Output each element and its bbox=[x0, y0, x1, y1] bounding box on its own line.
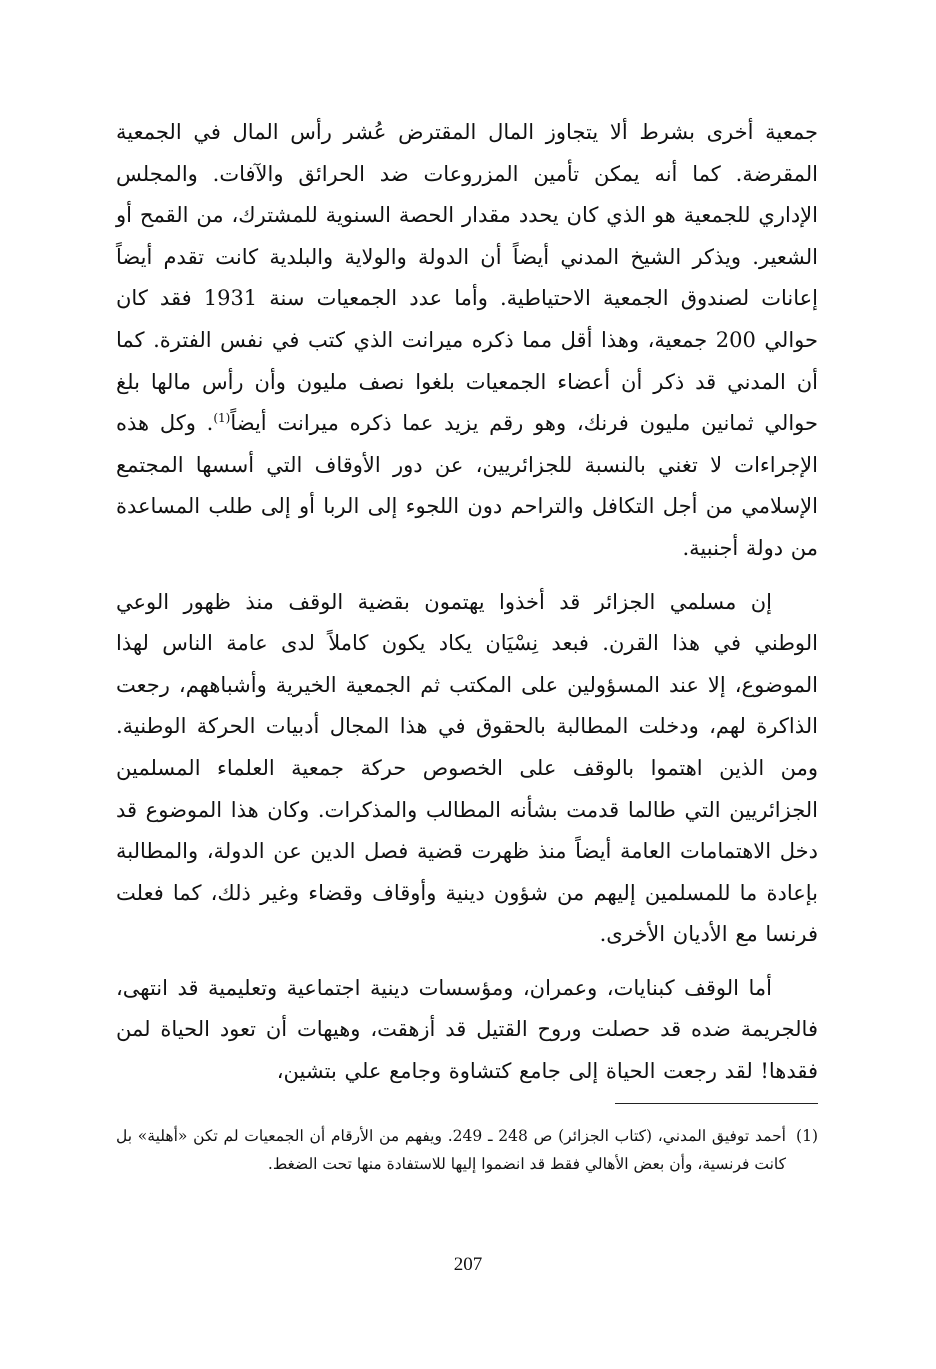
footnote-text: أحمد توفيق المدني، (كتاب الجزائر) ص 248 ـ 249. ويفهم من الأرقام أن الجمعيات لم تكن «أهلية» بل كانت فرنسية، وأن بعض الأهالي فقط قد انضموا إليها للاستفادة منها تحت الضغط. bbox=[116, 1127, 786, 1173]
paragraph-1-text: جمعية أخرى بشرط ألا يتجاوز المال المقترض عُشر رأس المال في الجمعية المقرضة. كما أنه يمكن تأمين المزروعات ضد الحرائق والآفات. والمجلس الإداري للجمعية هو الذي كان يحدد مقدار الحصة السنوية للمشترك، من القمح أو الشعير. ويذكر الشيخ المدني أيضاً أن الدولة والولاية والبلدية كانت تقدم أيضاً إعانات لصندوق الجمعية الاحتياطية. وأما عدد الجمعيات سنة 1931 فقد كان حوالي 200 جمعية، وهذا أقل مما ذكره ميرانت الذي كتب في نفس الفترة. كما أن المدني قد ذكر أن أعضاء الجمعيات بلغوا نصف مليون وأن رأس مالها بلغ حوالي ثمانين مليون فرنك، وهو رقم يزيد عما ذكره ميرانت أيضاً bbox=[116, 120, 818, 436]
footnote-number: (1) bbox=[796, 1127, 818, 1145]
footnote-reference[interactable]: (1) bbox=[213, 411, 231, 426]
footnote-1 bbox=[116, 1122, 818, 1178]
paragraph-1-continuation: . وكل هذه الإجراءات لا تغني بالنسبة للجزائريين، عن دور الأوقاف التي أسسها المجتمع الإسلامي من أجل التكافل والتراحم دون اللجوء إلى الربا أو إلى طلب المساعدة من دولة أجنبية. bbox=[116, 411, 818, 560]
footnotes-section bbox=[116, 1122, 818, 1178]
footnote-divider bbox=[615, 1103, 818, 1104]
paragraph-2: إن مسلمي الجزائر قد أخذوا يهتمون بقضية الوقف منذ ظهور الوعي الوطني في هذا القرن. فبعد نِسْيَان يكاد يكون كاملاً لدى عامة الناس لهذا الموضوع، إلا عند المسؤولين على المكتب ثم الجمعية الخيرية وأشباههم، رجعت الذاكرة لهم، ودخلت المطالبة بالحقوق في هذا المجال أدبيات الحركة الوطنية. ومن الذين اهتموا بالوقف على الخصوص حركة جمعية العلماء المسلمين الجزائريين التي طالما قدمت بشأنه المطالب والمذكرات. وكان هذا الموضوع قد دخل الاهتمامات العامة أيضاً منذ ظهرت قضية فصل الدين عن الدولة، والمطالبة بإعادة ما للمسلمين إليهم من شؤون دينية وأوقاف وقضاء وغير ذلك، كما فعلت فرنسا مع الأديان الأخرى. bbox=[116, 589, 819, 947]
page-number: 207 bbox=[453, 1254, 483, 1275]
paragraph-1 bbox=[116, 112, 818, 570]
paragraph-3: أما الوقف كبنايات، وعمران، ومؤسسات دينية اجتماعية وتعليمية قد انتهى، فالجريمة ضده قد حصلت وروح القتيل قد أزهقت، وهيهات أن تعود الحياة لمن فقدها! لقد رجعت الحياة إلى جامع كتشاوة وجامع علي بتشين، bbox=[116, 975, 818, 1084]
book-page bbox=[116, 112, 818, 1292]
